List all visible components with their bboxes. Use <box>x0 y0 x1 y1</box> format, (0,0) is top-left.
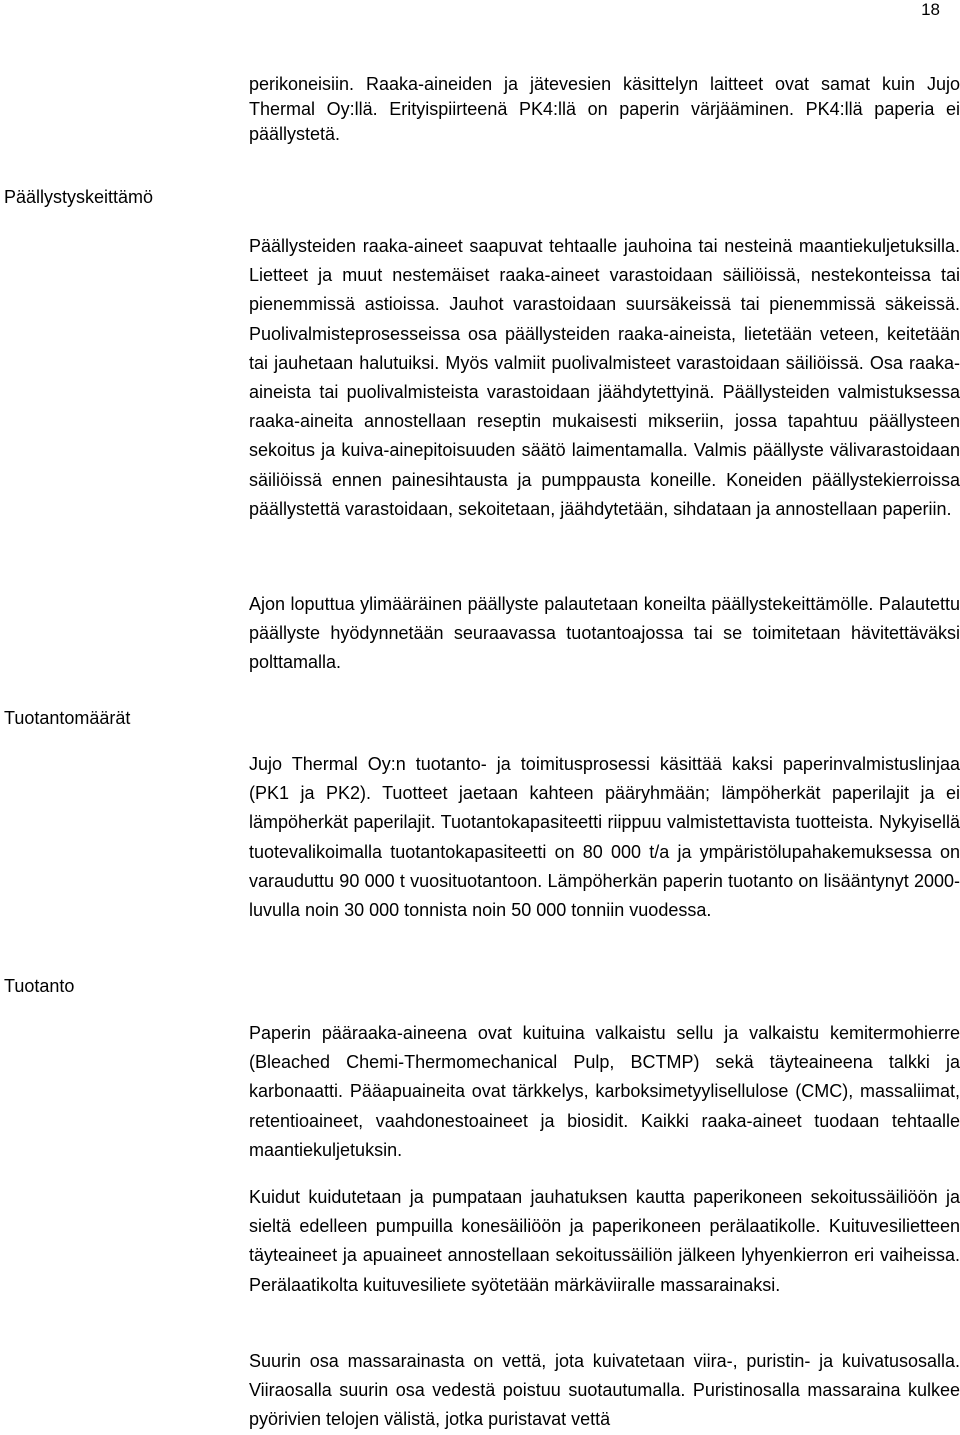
paragraph-continuation: perikoneisiin. Raaka-aineiden ja jätevesien käsittelyn laitteet ovat samat kuin Jujo Thermal Oy:llä. Erityispiirteenä PK4:llä on paperin värjääminen. PK4:llä paperia ei päällystetä. <box>249 74 960 144</box>
paragraph-paper-raw-materials: Paperin pääraaka-aineena ovat kuituina valkaistu sellu ja valkaistu kemitermohierre (Bleached Chemi-Thermomechanical Pulp, BCTMP) sekä täyteaineena talkki ja karbonaatti. Pääapuaineita ovat tärkkelys, karboksimetyylisellulose (CMC), massaliimat, retentioaineet, vaahdonestoaineet ja biosidit. Kaikki raaka-aineet tuodaan tehtaalle maantiekuljetuksin. <box>249 1023 960 1160</box>
side-label-coating-kitchen: Päällystyskeittämö <box>4 187 154 207</box>
paragraph-coating-raw-materials: Päällysteiden raaka-aineet saapuvat tehtaalle jauhoina tai nesteinä maantiekuljetuksilla. Lietteet ja muut nestemäiset raaka-aineet varastoidaan säiliöissä, nestekonteissa tai pienemmissä astioissa. Jauhot varastoidaan suursäkeissä tai pienemmissä säkeissä. Puolivalmisteprosesseissa osa päällysteiden raaka-aineista, lietetään veteen, keitetään tai jauhetaan halutuiksi. Myös valmiit puolivalmisteet varastoidaan säiliöissä. Osa raaka-aineista tai puolivalmisteista varastoidaan jäähdytettyinä. Päällysteiden valmistuksessa raaka-aineita annostellaan reseptin mukaisesti mikseriin, jossa tapahtuu päällysteen sekoitus ja kuiva-ainepitoisuuden säätö laimentamalla. Valmis päällyste välivarastoidaan säiliöissä ennen painesihtausta ja pumppausta koneille. Koneiden päällystekierroissa päällystettä varastoidaan, sekoitetaan, jäähdytetään, sihdataan ja annostellaan paperiin. <box>249 236 960 519</box>
paragraph-production-volumes: Jujo Thermal Oy:n tuotanto- ja toimitusprosessi käsittää kaksi paperinvalmistuslinjaa (PK1 ja PK2). Tuotteet jaetaan kahteen pääryhmään; lämpöherkät paperilajit ja ei lämpöherkät paperilajit. Tuotantokapasiteetti riippuu valmistettavista tuotteista. Nykyisellä tuotevalikoimalla tuotantokapasiteetti on 80 000 t/a ja ympäristölupahakemuksessa on varauduttu 90 000 t vuosituotantoon. Lämpöherkän paperin tuotanto on lisääntynyt 2000-luvulla noin 30 000 tonnista noin 50 000 tonniin vuodessa. <box>249 754 960 921</box>
side-label-production: Tuotanto <box>4 976 75 996</box>
paragraph-coating-return: Ajon loputtua ylimääräinen päällyste palautetaan koneilta päällystekeittämölle. Palautettu päällyste hyödynnetään seuraavassa tuotantoajossa tai se toimitetaan hävitettäväksi polttamalla. <box>249 594 960 673</box>
side-label-production-volumes: Tuotantomäärät <box>4 708 131 728</box>
paragraph-fiber-process: Kuidut kuidutetaan ja pumpataan jauhatuksen kautta paperikoneen sekoitussäiliöön ja sieltä edelleen pumpuilla konesäiliöön ja paperikoneen perälaatikolle. Kuituvesilietteen täyteaineet ja apuaineet annostellaan sekoitussäiliön jälkeen lyhyenkierron eri vaiheissa. Perälaatikolta kuituvesiliete syötetään märkäviiralle massarainaksi. <box>249 1187 960 1295</box>
page-number: 18 <box>921 0 940 19</box>
paragraph-drying: Suurin osa massarainasta on vettä, jota kuivatetaan viira-, puristin- ja kuivatusosalla. Viiraosalla suurin osa vedestä poistuu suotautumalla. Puristinosalla massaraina kulkee pyörivien telojen välistä, jotka puristavat vettä <box>249 1351 960 1430</box>
